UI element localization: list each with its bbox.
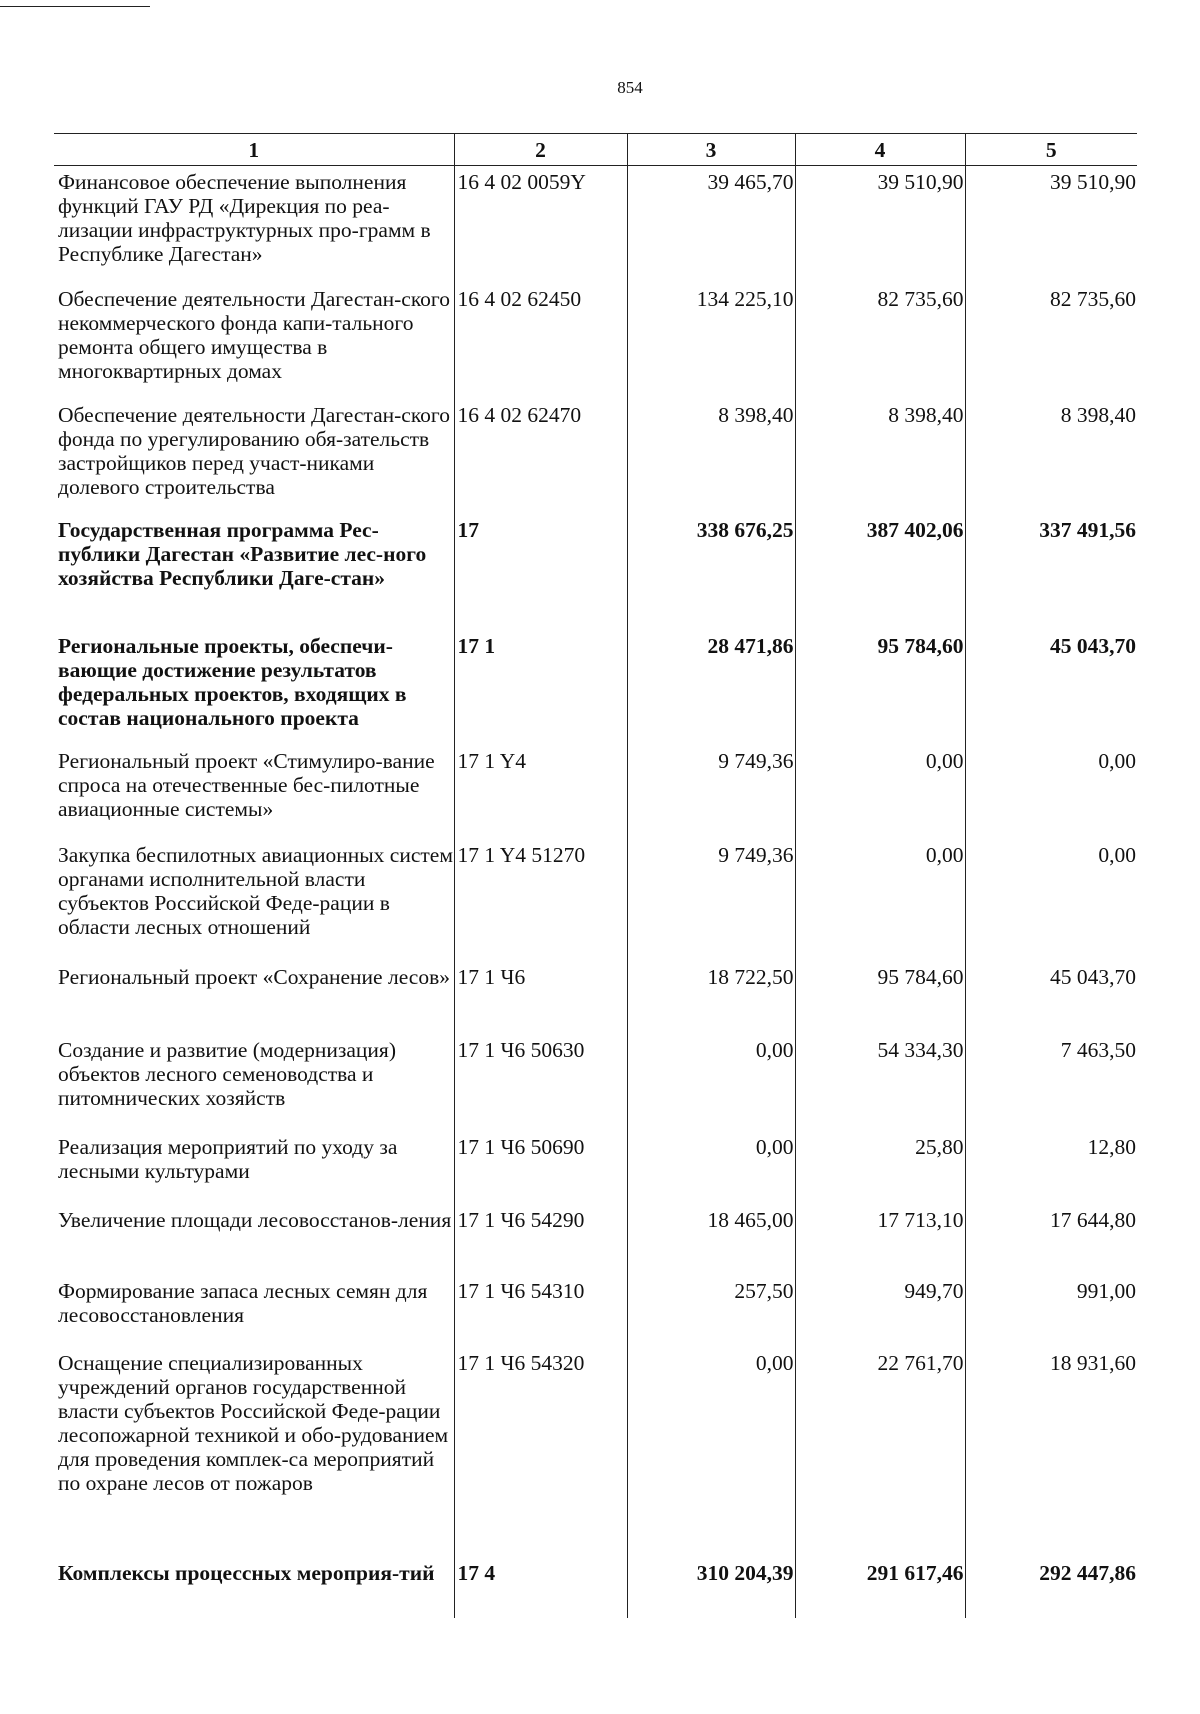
row-value-col3-cell: 39 465,70 bbox=[627, 166, 795, 283]
row-code-cell: 17 4 bbox=[454, 1557, 627, 1618]
row-value-col4-cell: 25,80 bbox=[795, 1131, 965, 1204]
row-value-col5-cell: 39 510,90 bbox=[965, 166, 1137, 283]
table-row bbox=[54, 961, 1137, 1034]
row-name-cell: Финансовое обеспечение выполнения функций ГАУ РД «Дирекция по реа-лизации инфраструктурных про-грамм в Республике Дагестан» bbox=[58, 170, 431, 266]
row-value-col3-cell: 134 225,10 bbox=[627, 283, 795, 399]
row-name-cell: Региональные проекты, обеспечи-вающие достижение результатов федеральных проектов, входящих в состав национального проекта bbox=[58, 633, 407, 730]
row-name-cell: Государственная программа Рес-публики Дагестан «Развитие лес-ного хозяйства Республики Даге-стан» bbox=[58, 517, 427, 590]
row-value-col4-cell: 22 761,70 bbox=[795, 1347, 965, 1557]
row-value-col5-cell: 45 043,70 bbox=[965, 630, 1137, 745]
row-value-col4-cell: 291 617,46 bbox=[795, 1557, 965, 1618]
row-code-cell: 17 1 Y4 51270 bbox=[454, 839, 627, 961]
row-value-col5-cell: 0,00 bbox=[965, 839, 1137, 961]
row-value-col4-cell: 54 334,30 bbox=[795, 1034, 965, 1131]
row-name-cell: Создание и развитие (модернизация) объектов лесного семеноводства и питомнических хозяйств bbox=[58, 1037, 396, 1110]
row-name-cell: Увеличение площади лесовосстанов-ления bbox=[58, 1207, 452, 1232]
row-code-cell: 17 1 Ч6 50630 bbox=[454, 1034, 627, 1131]
row-code-cell: 17 1 Ч6 54310 bbox=[454, 1275, 627, 1347]
table-row bbox=[54, 839, 1137, 961]
row-value-col5-cell: 991,00 bbox=[965, 1275, 1137, 1347]
row-code-cell: 17 1 Ч6 54290 bbox=[454, 1204, 627, 1275]
row-value-col4-cell: 949,70 bbox=[795, 1275, 965, 1347]
row-name-cell: Формирование запаса лесных семян для лесовосстановления bbox=[58, 1278, 428, 1327]
budget-table bbox=[54, 133, 1137, 1618]
row-value-col4-cell: 17 713,10 bbox=[795, 1204, 965, 1275]
row-value-col3-cell: 9 749,36 bbox=[627, 745, 795, 839]
table-row bbox=[54, 1131, 1137, 1204]
header-row bbox=[54, 134, 1137, 166]
row-value-col5-cell: 292 447,86 bbox=[965, 1557, 1137, 1618]
row-code-cell: 17 1 Y4 bbox=[454, 745, 627, 839]
row-value-col4-cell: 0,00 bbox=[795, 839, 965, 961]
header-col-4: 4 bbox=[795, 134, 965, 166]
row-code-cell: 17 bbox=[454, 514, 627, 630]
budget-table-container bbox=[54, 133, 1137, 1618]
row-value-col4-cell: 82 735,60 bbox=[795, 283, 965, 399]
table-row bbox=[54, 1034, 1137, 1131]
table-row bbox=[54, 514, 1137, 630]
table-row bbox=[54, 283, 1137, 399]
row-name-cell: Обеспечение деятельности Дагестан-ского некоммерческого фонда капи-тального ремонта общего имущества в многоквартирных домах bbox=[58, 286, 450, 383]
row-value-col3-cell: 18 465,00 bbox=[627, 1204, 795, 1275]
header-col-3: 3 bbox=[627, 134, 795, 166]
table-row bbox=[54, 166, 1137, 283]
row-name-cell: Региональный проект «Сохранение лесов» bbox=[58, 964, 450, 989]
row-name-cell: Комплексы процессных мероприя-тий bbox=[58, 1560, 435, 1585]
row-value-col5-cell: 45 043,70 bbox=[965, 961, 1137, 1034]
header-col-5: 5 bbox=[965, 134, 1137, 166]
page-number: 854 bbox=[617, 78, 643, 97]
row-name-cell: Региональный проект «Стимулиро-вание спроса на отечественные бес-пилотные авиационные системы» bbox=[58, 748, 435, 821]
row-name-cell: Обеспечение деятельности Дагестан-ского фонда по урегулированию обя-зательств застройщиков перед участ-никами долевого строительства bbox=[58, 402, 450, 499]
row-value-col5-cell: 82 735,60 bbox=[965, 283, 1137, 399]
row-name-cell: Закупка беспилотных авиационных систем органами исполнительной власти субъектов Российской Феде-рации в области лесных отношений bbox=[58, 842, 453, 939]
row-code-cell: 16 4 02 62450 bbox=[454, 283, 627, 399]
row-name-cell: Оснащение специализированных учреждений органов государственной власти субъектов Российской Феде-рации лесопожарной техникой и обо-рудованием для проведения комплек-са мероприятий по охране лесов от пожаров bbox=[58, 1350, 449, 1495]
row-value-col4-cell: 8 398,40 bbox=[795, 399, 965, 514]
row-value-col3-cell: 0,00 bbox=[627, 1347, 795, 1557]
row-value-col3-cell: 28 471,86 bbox=[627, 630, 795, 745]
header-col-1: 1 bbox=[54, 134, 454, 166]
table-row bbox=[54, 399, 1137, 514]
header-col-2: 2 bbox=[454, 134, 627, 166]
row-value-col4-cell: 95 784,60 bbox=[795, 630, 965, 745]
row-value-col3-cell: 257,50 bbox=[627, 1275, 795, 1347]
table-row bbox=[54, 1347, 1137, 1557]
row-value-col5-cell: 12,80 bbox=[965, 1131, 1137, 1204]
table-row bbox=[54, 745, 1137, 839]
row-value-col5-cell: 337 491,56 bbox=[965, 514, 1137, 630]
row-value-col5-cell: 7 463,50 bbox=[965, 1034, 1137, 1131]
table-row bbox=[54, 1557, 1137, 1618]
row-value-col4-cell: 0,00 bbox=[795, 745, 965, 839]
table-row bbox=[54, 630, 1137, 745]
row-value-col5-cell: 18 931,60 bbox=[965, 1347, 1137, 1557]
row-value-col5-cell: 17 644,80 bbox=[965, 1204, 1137, 1275]
row-code-cell: 16 4 02 0059Y bbox=[454, 166, 627, 283]
row-value-col3-cell: 0,00 bbox=[627, 1034, 795, 1131]
row-code-cell: 17 1 Ч6 bbox=[454, 961, 627, 1034]
row-value-col4-cell: 95 784,60 bbox=[795, 961, 965, 1034]
row-value-col3-cell: 8 398,40 bbox=[627, 399, 795, 514]
row-value-col4-cell: 39 510,90 bbox=[795, 166, 965, 283]
row-code-cell: 17 1 bbox=[454, 630, 627, 745]
table-row bbox=[54, 1275, 1137, 1347]
row-value-col3-cell: 0,00 bbox=[627, 1131, 795, 1204]
row-name-cell: Реализация мероприятий по уходу за лесными культурами bbox=[58, 1134, 398, 1183]
row-code-cell: 17 1 Ч6 50690 bbox=[454, 1131, 627, 1204]
row-value-col3-cell: 338 676,25 bbox=[627, 514, 795, 630]
row-code-cell: 17 1 Ч6 54320 bbox=[454, 1347, 627, 1557]
table-row bbox=[54, 1204, 1137, 1275]
row-value-col5-cell: 0,00 bbox=[965, 745, 1137, 839]
row-value-col4-cell: 387 402,06 bbox=[795, 514, 965, 630]
row-value-col5-cell: 8 398,40 bbox=[965, 399, 1137, 514]
row-value-col3-cell: 310 204,39 bbox=[627, 1557, 795, 1618]
row-code-cell: 16 4 02 62470 bbox=[454, 399, 627, 514]
row-value-col3-cell: 18 722,50 bbox=[627, 961, 795, 1034]
top-edge-rule bbox=[0, 0, 150, 7]
row-value-col3-cell: 9 749,36 bbox=[627, 839, 795, 961]
